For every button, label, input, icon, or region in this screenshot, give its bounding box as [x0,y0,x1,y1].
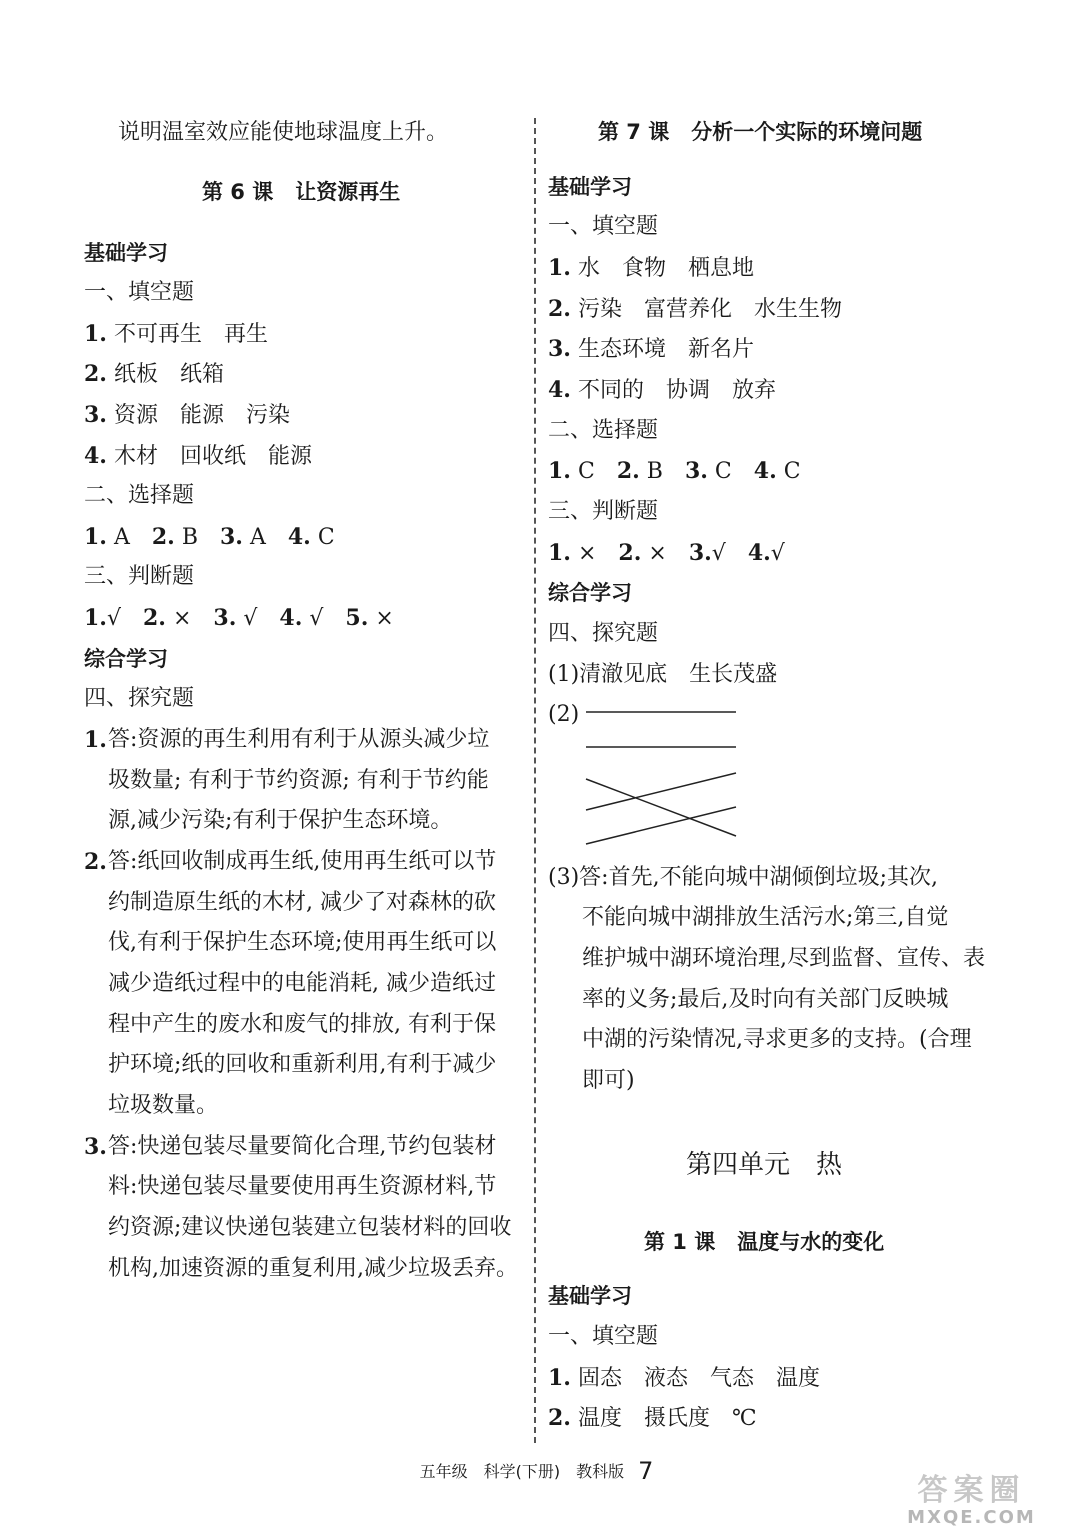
choice-answers: 1. C 2. B 3. C 4. C [548,458,801,484]
fill-item: 2. 纸板 纸箱 [84,361,224,387]
heading-inquiry: 四、探究题 [84,686,195,711]
heading-fill: 一、填空题 [548,1324,659,1349]
footer-edition: 教科版 [576,1462,625,1481]
section-comprehensive: 综合学习 [548,581,632,605]
heading-inquiry: 四、探究题 [548,621,659,646]
fill-item: 3. 资源 能源 污染 [84,402,291,428]
heading-fill: 一、填空题 [84,280,195,305]
watermark-logo: 答案圈 MXQE.COM [907,1473,1036,1528]
heading-choice: 二、选择题 [548,418,659,443]
judge-answers: 1.√ 2. × 3. √ 4. √ 5. × [84,605,394,631]
section-basic: 基础学习 [548,175,632,199]
footer-grade: 五年级 [419,1462,468,1481]
heading-judge: 三、判断题 [84,564,195,589]
lesson-7-heading [598,117,922,147]
lesson-title: 分析一个实际的环境问题 [691,120,923,144]
lesson-1-heading [644,1227,884,1257]
footer-subject: 科学(下册) [483,1462,561,1481]
lesson-6-heading [202,177,400,207]
fill-item: 3. 生态环境 新名片 [548,336,754,362]
inquiry-answer-1: (1)清澈见底 生长茂盛 [548,662,778,687]
fill-item: 4. 木材 回收纸 能源 [84,443,313,469]
fill-item: 1. 不可再生 再生 [84,321,268,347]
column-divider [534,118,536,1443]
lesson-number: 第 6 课 [202,180,274,204]
page-number: 7 [638,1457,654,1485]
fill-item: 1. 固态 液态 气态 温度 [548,1365,821,1391]
section-basic: 基础学习 [84,241,168,265]
lesson-number: 第 7 课 [598,120,670,144]
section-basic: 基础学习 [548,1284,632,1308]
fill-item: 1. 水 食物 栖息地 [548,255,755,281]
heading-judge: 三、判断题 [548,499,659,524]
fill-item: 4. 不同的 协调 放弃 [548,377,777,403]
heading-fill: 一、填空题 [548,214,659,239]
matching-lines-figure [582,693,742,853]
lesson-title: 让资源再生 [295,180,401,204]
unit-heading: 第四单元 热 [686,1150,843,1180]
heading-choice: 二、选择题 [84,483,195,508]
fill-item: 2. 污染 富营养化 水生生物 [548,296,843,322]
choice-answers: 1. A 2. B 3. A 4. C [84,524,335,550]
judge-answers: 1. × 2. × 3.√ 4.√ [548,540,785,566]
fill-item: 2. 温度 摄氏度 ℃ [548,1405,757,1431]
lesson-title: 温度与水的变化 [737,1230,885,1254]
lesson-number: 第 1 课 [644,1230,716,1254]
section-comprehensive: 综合学习 [84,647,168,671]
inquiry-answer-2-label: (2) [548,702,580,727]
intro-line: 说明温室效应能使地球温度上升。 [118,120,449,145]
